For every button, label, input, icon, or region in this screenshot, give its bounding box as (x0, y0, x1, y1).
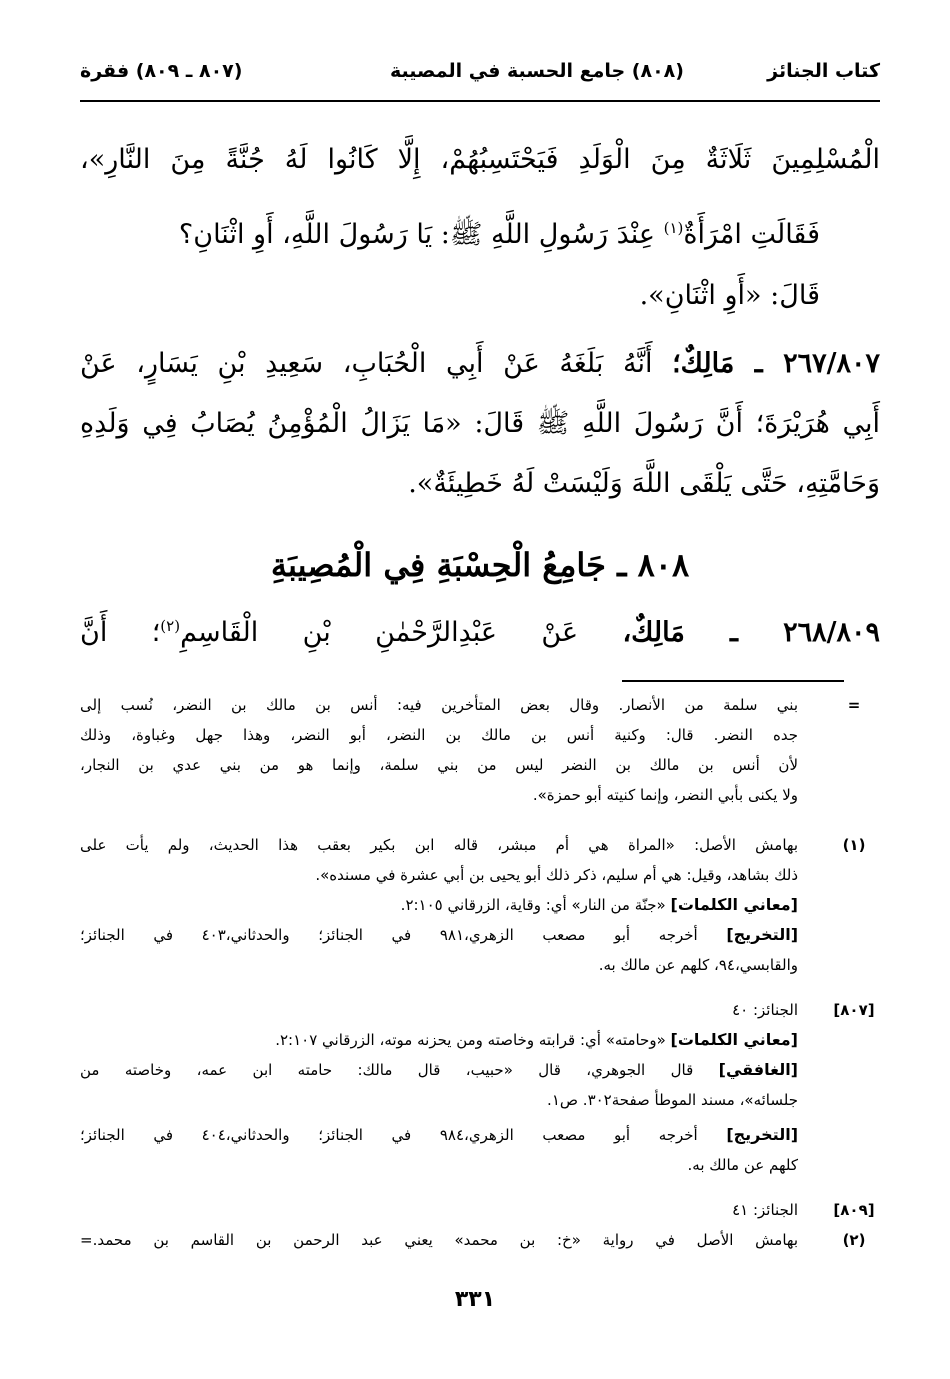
note-text: بهامش الأصل: «المراة هي أم مبشر، قاله ابن بكير بعقب هذا الحديث، ولم يأت على (80, 836, 798, 854)
note-keyword: [معاني الكلمات] (670, 1030, 798, 1049)
note-text: والقابسي،٩٤، كلهم عن مالك به. (598, 956, 798, 974)
note-text: «جنّة من النار» أي: وقاية، الزرقاني ٢:١٠٥. (400, 896, 671, 914)
note-text: «وحامته» أي: قرابته وخاصته ومن يحزنه موته، الزرقاني ٢:١٠٧. (275, 1031, 671, 1049)
note-line (80, 1025, 880, 1055)
note-text: الجنائز: ٤١ (732, 1201, 798, 1219)
note-line (80, 950, 880, 980)
page-number: ٣٣١ (454, 1287, 496, 1312)
note-line (80, 1120, 880, 1150)
note-text: جلسائه»، مسند الموطأ صفحة٣٠٢. ص١. (547, 1091, 798, 1109)
note-line (80, 1150, 880, 1180)
header-chapter-title: (٨٠٨) جامع الحسبة في المصيبة (390, 60, 684, 82)
note-text: كلهم عن مالك به. (687, 1156, 798, 1174)
text-fragment: أَنَّهُ بَلَغَهُ عَنْ أَبِي الْحُبَابِ، سَعِيدِ بْنِ يَسَارٍ، عَنْ (80, 348, 673, 379)
header-paragraph-range: (٨٠٧ ـ ٨٠٩) فقرة (80, 60, 243, 82)
text-fragment: عَنْ عَبْدِالرَّحْمٰنِ بْنِ الْقَاسِمِ (180, 617, 623, 648)
footnote-marker-807: [٨٠٧] (833, 1001, 875, 1019)
footnote-marker-2: (٢) (842, 1231, 866, 1249)
footnote-ref-1[interactable]: (١) (663, 219, 684, 237)
section-title-808: ٨٠٨ ـ جَامِعُ الْحِسْبَةِ فِي الْمُصِيبَةِ (270, 546, 690, 584)
hadith-number-807: ٢٦٧/٨٠٧ ـ مَالِكٌ؛ (672, 348, 880, 379)
note-line (80, 890, 880, 920)
note-line (80, 1055, 880, 1085)
text-line-5: أَبِي هُرَيْرَةَ؛ أَنَّ رَسُولَ اللَّهِ ﷺ قَالَ: «مَا يَزَالُ الْمُؤْمِنُ يُصَابُ فِي وَلَدِهِ (80, 408, 880, 439)
note-line (80, 1195, 880, 1225)
text-line-7 (80, 601, 880, 651)
note-keyword: [التخريج] (726, 925, 798, 944)
note-keyword: [التخريج] (726, 1125, 798, 1144)
text-line-6: وَحَامَّتِهِ، حَتَّى يَلْقَى اللَّهَ وَلَيْسَتْ لَهُ خَطِيئَةٌ». (408, 468, 880, 499)
note-line (80, 720, 880, 750)
footnote-ref-2[interactable]: (٢) (160, 617, 181, 635)
note-text: ذلك بشاهد، وقيل: هي أم سليم، ذكر ذلك أبو يحيى بن أبي عشرة في مسنده». (315, 866, 798, 884)
text-fragment: فَقَالَتِ امْرَأَةٌ (683, 219, 820, 250)
note-text: الجنائز: ٤٠ (732, 1001, 798, 1019)
note-text: أخرجه أبو مصعب الزهري،٩٨٤ في الجنائز؛ والحدثاني،٤٠٤ في الجنائز؛ (80, 1126, 727, 1144)
note-text: ولا يكنى بأبي النضر، وإنما كنيته أبو حمزة». (532, 786, 798, 804)
note-text: جده النضر. قال: وكنية أنس بن مالك بن النضر، أبو النضر، وهذا جهل وغباوة، وذلك (80, 726, 798, 744)
note-text: أخرجه أبو مصعب الزهري،٩٨١ في الجنائز؛ والحدثاني،٤٠٣ في الجنائز؛ (80, 926, 727, 944)
note-line (80, 750, 880, 780)
note-line (80, 860, 880, 890)
note-line (80, 830, 880, 860)
note-keyword: [الغافقي] (718, 1060, 798, 1079)
note-line (80, 690, 880, 720)
text-fragment: عِنْدَ رَسُولِ اللَّهِ ﷺ: يَا رَسُولَ اللَّهِ، أَوِ اثْنَانِ؟ (178, 219, 664, 250)
note-line (80, 1085, 880, 1115)
text-line-2 (179, 203, 820, 253)
header-book-title: كتاب الجنائز (767, 60, 880, 82)
note-keyword: [معاني الكلمات] (670, 895, 798, 914)
note-text: قال الجوهري، قال «حبيب، قال مالك: حامته ابن عمه، وخاصته من (80, 1061, 719, 1079)
text-line-1: الْمُسْلِمِينَ ثَلَاثَةٌ مِنَ الْوَلَدِ فَيَحْتَسِبُهُمْ، إِلَّا كَانُوا لَهُ جُنَّةً مِنَ النَّارِ»، (80, 144, 880, 175)
note-line (80, 995, 880, 1025)
footnote-marker-1: (١) (842, 836, 866, 854)
note-text: بني سلمة من الأنصار. وقال بعض المتأخرين فيه: أنس بن مالك بن النضر، نُسب إلى (80, 696, 798, 714)
note-text: لأن أنس بن مالك بن النضر ليس من بني سلمة، وإنما هو من بني عدي بن النجار، (80, 756, 798, 774)
text-fragment: ؛ أَنَّ (80, 617, 161, 648)
footnote-separator (622, 680, 844, 682)
continuation-mark: = (847, 696, 861, 714)
text-line-4 (80, 339, 880, 389)
text-line-3: قَالَ: «أَوِ اثْنَانِ». (639, 280, 820, 311)
note-line (80, 780, 880, 810)
footnote-marker-809: [٨٠٩] (833, 1201, 875, 1219)
running-header (80, 50, 880, 102)
hadith-number-809: ٢٦٨/٨٠٩ ـ مَالِكٌ، (622, 617, 880, 648)
note-line (80, 1225, 880, 1255)
note-line (80, 920, 880, 950)
note-text: بهامش الأصل في رواية «خ: بن محمد» يعني عبد الرحمن بن القاسم بن محمد.= (80, 1231, 798, 1249)
